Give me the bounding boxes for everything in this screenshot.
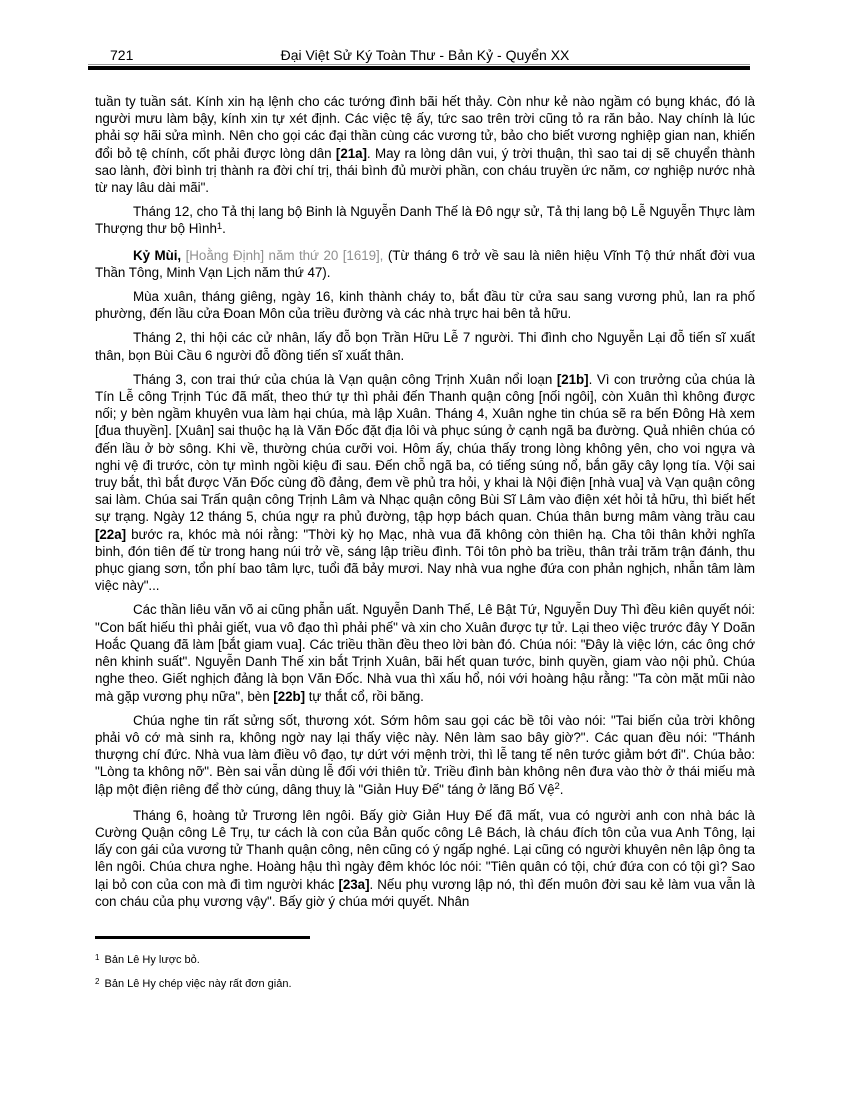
paragraph: [95, 288, 755, 322]
paragraph: [95, 247, 755, 281]
text-run: Kỷ Mùi,: [133, 247, 182, 263]
page-footer: [95, 936, 755, 1001]
footnote-text: Bản Lê Hy lược bỏ.: [101, 954, 200, 966]
header-rule: [88, 66, 750, 70]
body-text: [95, 93, 755, 917]
paragraph: [95, 371, 755, 595]
text-run: [23a]: [338, 876, 370, 892]
text-run: Tháng 12, cho Tả thị lang bộ Binh là Nguyễn Danh Thế là Đô ngự sử, Tả thị lang bộ Lễ Nguyễn Thực làm Thượng thư bộ Hình: [95, 204, 755, 237]
paragraph: [95, 329, 755, 363]
text-run: [21a]: [335, 145, 367, 161]
text-run: bước ra, khóc mà nói rằng: "Thời kỳ họ Mạc, nhà vua đã không còn thiên hạ. Cha tôi thân khởi nghĩa binh, đón tiên đế từ trong hang núi trở về, sáng lập triều đình. Tôi tôn phò ba triều, thân trải trăm trận đánh, thu phục giang sơn, tổn phí bao tâm lực, tuổi đã bảy mươi. Nay nhà vua nghe đứa con phản nghịch, nhẫn tâm làm việc này"...: [95, 526, 755, 594]
text-run: [22a]: [95, 526, 127, 542]
paragraph: [95, 93, 755, 196]
page-number: 721: [110, 47, 134, 63]
footnote: [95, 977, 755, 992]
text-run: . Vì con trưởng của chúa là Tín Lễ công Trịnh Túc đã mất, theo thứ tự thì phải đến Thanh quận công [nối ngôi], còn Xuân thì không được nối; y bèn ngầm khuyên vua làm hại chúa, mà lập Xuân. Tháng 4, Xuân nghe tin chúa sẽ ra bến Đông Hà xem [đua thuyền]. [Xuân] sai thuộc hạ là Văn Đốc đặt địa lôi và phục súng ở cạnh ngã ba đường. Quả nhiên chúa có đến lầu ở bờ sông. Khi về, thường chúa cưỡi voi. Hôm ấy, chúa thấy trong lòng không yên, cho voi ngựa và nghi vệ đi trước, còn tự mình ngồi kiệu đi sau. Đến chỗ ngã ba, có tiếng súng nổ, bắn gãy cây lọng tía. Vội sai truy bắt, thì bắt được Văn Đốc cùng đồ đảng, đem về phủ tra hỏi, y khai là Nội điện [nhà vua] và Vạn quận công sai làm. Chúa sai Trấn quận công Trịnh Lâm và Nhạc quận công Bùi Sĩ Lâm vào điện xét hỏi tả hữu, thì biết hết sự trạng. Ngày 12 tháng 5, chúa ngự ra phủ đường, tập hợp bách quan. Chúa thân bưng mâm vàng trầu cau: [95, 371, 755, 525]
footnote-marker: 2: [95, 976, 100, 986]
footnote-marker: 1: [95, 952, 100, 962]
text-run: Các thần liêu văn võ ai cũng phẫn uất. Nguyễn Danh Thế, Lê Bật Tứ, Nguyễn Duy Thì đều kiên quyết nói: "Con bất hiếu thì phải giết, vua vô đạo thì phải phế" và xin cho Xuân được tự tử. Lại theo việc trước đây Y Doãn Hoắc Quang đã làm [bắt giam vua]. Các triều thần đều theo lời bàn đó. Chúa nói: "Đây là việc lớn, các ông chớ nên khinh suất". Nguyễn Danh Thế xin bắt Trịnh Xuân, bãi hết quan tước, binh quyền, giam vào nội phủ. Chúa nghe theo. Giết nghịch đảng là bọn Văn Đốc. Nhà vua thì xấu hổ, nói với hoàng hậu rằng: "Ta còn mặt mũi nào mà gặp vương phụ nữa", bèn: [95, 602, 755, 704]
footnotes: [95, 953, 755, 992]
text-run: Tháng 2, thi hội các cử nhân, lấy đỗ bọn Trần Hữu Lễ 7 người. Thi đình cho Nguyễn Lại đỗ tiến sĩ xuất thân, bọn Bùi Cầu 6 người đỗ đồng tiến sĩ xuất thân.: [95, 330, 755, 363]
text-run: 1: [216, 220, 223, 232]
paragraph: [95, 807, 755, 910]
page-title: Đại Việt Sử Ký Toàn Thư - Bản Kỷ - Quyển XX: [280, 47, 570, 63]
page-header: [95, 47, 755, 64]
paragraph: [95, 712, 755, 800]
text-run: 2: [554, 781, 560, 793]
text-run: Tháng 3, con trai thứ của chúa là Vạn quận công Trịnh Xuân nổi loạn: [133, 371, 557, 387]
text-run: [Hoằng Định] năm thứ 20 [1619],: [185, 247, 384, 263]
text-run: . Nếu phụ vương lập nó, thì đến muôn đời sau kẻ làm vua vẫn là con cháu của phụ vương vậy". Bấy giờ ý chúa mới quyết. Nhân: [95, 876, 755, 909]
text-run: tự thắt cổ, rồi băng.: [305, 688, 424, 704]
text-run: .: [559, 781, 564, 797]
text-run: . May ra lòng dân vui, ý trời thuận, thì sao tai dị sẽ chuyển thành sao lành, đời bình trị thành ra đời chí trị, thái bình đủ mười phần, con cháu truyền ức năm, cơ nghiệp nước nhà từ nay lâu dài mãi".: [95, 145, 755, 196]
text-run: Chúa nghe tin rất sửng sốt, thương xót. Sớm hôm sau gọi các bề tôi vào nói: "Tai biến của trời không phải vô cớ mà sinh ra, không ngờ nay lại thấy việc này. Nên làm sao bây giờ?". Các quan đều nói: "Thánh thượng chí đức. Nhà vua làm điều vô đạo, tự dứt với mệnh trời, thì lễ tang tế nên tước giảm bớt đi". Chúa bảo: "Lòng ta không nỡ". Bèn sai vẫn dùng lễ đối với thiên tử. Triều đình bàn không nên đưa vào thờ ở thái miếu mà lập một điện riêng để thờ cúng, dâng thuỵ là "Giản Huy Đế" táng ở lăng Bố Vệ: [95, 712, 755, 797]
header-rule-thin: [88, 64, 750, 65]
footnote-text: Bản Lê Hy chép việc này rất đơn giản.: [101, 978, 292, 990]
footnote: [95, 953, 755, 968]
text-run: .: [222, 221, 226, 237]
text-run: Tháng 6, hoàng tử Trương lên ngôi. Bấy giờ Giản Huy Đế đã mất, vua có người anh con nhà bác là Cường Quận công Lê Trụ, tư cách là con của Bản quốc công Lê Bách, là cháu đích tôn của vua Anh Tông, lại lấy con gái của vương tử Thanh quận công, nên cũng có ý ngấp nghé. Lại cũng có người khuyên nên lập ông ta lên ngôi. Chúa chưa nghe. Hoàng hậu thì ngày đêm khóc lóc nói: "Tiên quân có tội, chứ đứa con có tội gì? Sao lại bỏ con của con mà đi tìm người khác: [95, 807, 755, 892]
text-run: (Từ tháng 6 trở về sau là niên hiệu Vĩnh Tộ thứ nhất đời vua Thần Tông, Minh Vạn Lịch năm thứ 47).: [95, 247, 755, 280]
text-run: Mùa xuân, tháng giêng, ngày 16, kinh thành cháy to, bắt đầu từ cửa sau sang vương phủ, lan ra phố phường, đến lầu cửa Đoan Môn của triều đường và các nhà trực hai bên tả hữu.: [95, 289, 755, 322]
text-run: [21b]: [556, 371, 589, 387]
footnote-separator: [95, 936, 310, 939]
paragraph: [95, 601, 755, 704]
text-run: tuần ty tuần sát. Kính xin hạ lệnh cho các tướng đình bãi hết thảy. Còn như kẻ nào ngầm có bụng khác, đó là người mưu làm bậy, kính xin tự xét định. Các việc tệ ấy, tức sao trên trời cũng tỏ ra răn bảo. Nay chính là lúc phải sợ hãi sửa mình. Nên cho gọi các đại thần cùng các vương tử, bảo cho biết vương nghiệp gian nan, khiến đổi bỏ tệ chính, cốt phải được lòng dân: [95, 94, 755, 161]
paragraph: [95, 203, 755, 239]
text-run: [22b]: [273, 688, 306, 704]
